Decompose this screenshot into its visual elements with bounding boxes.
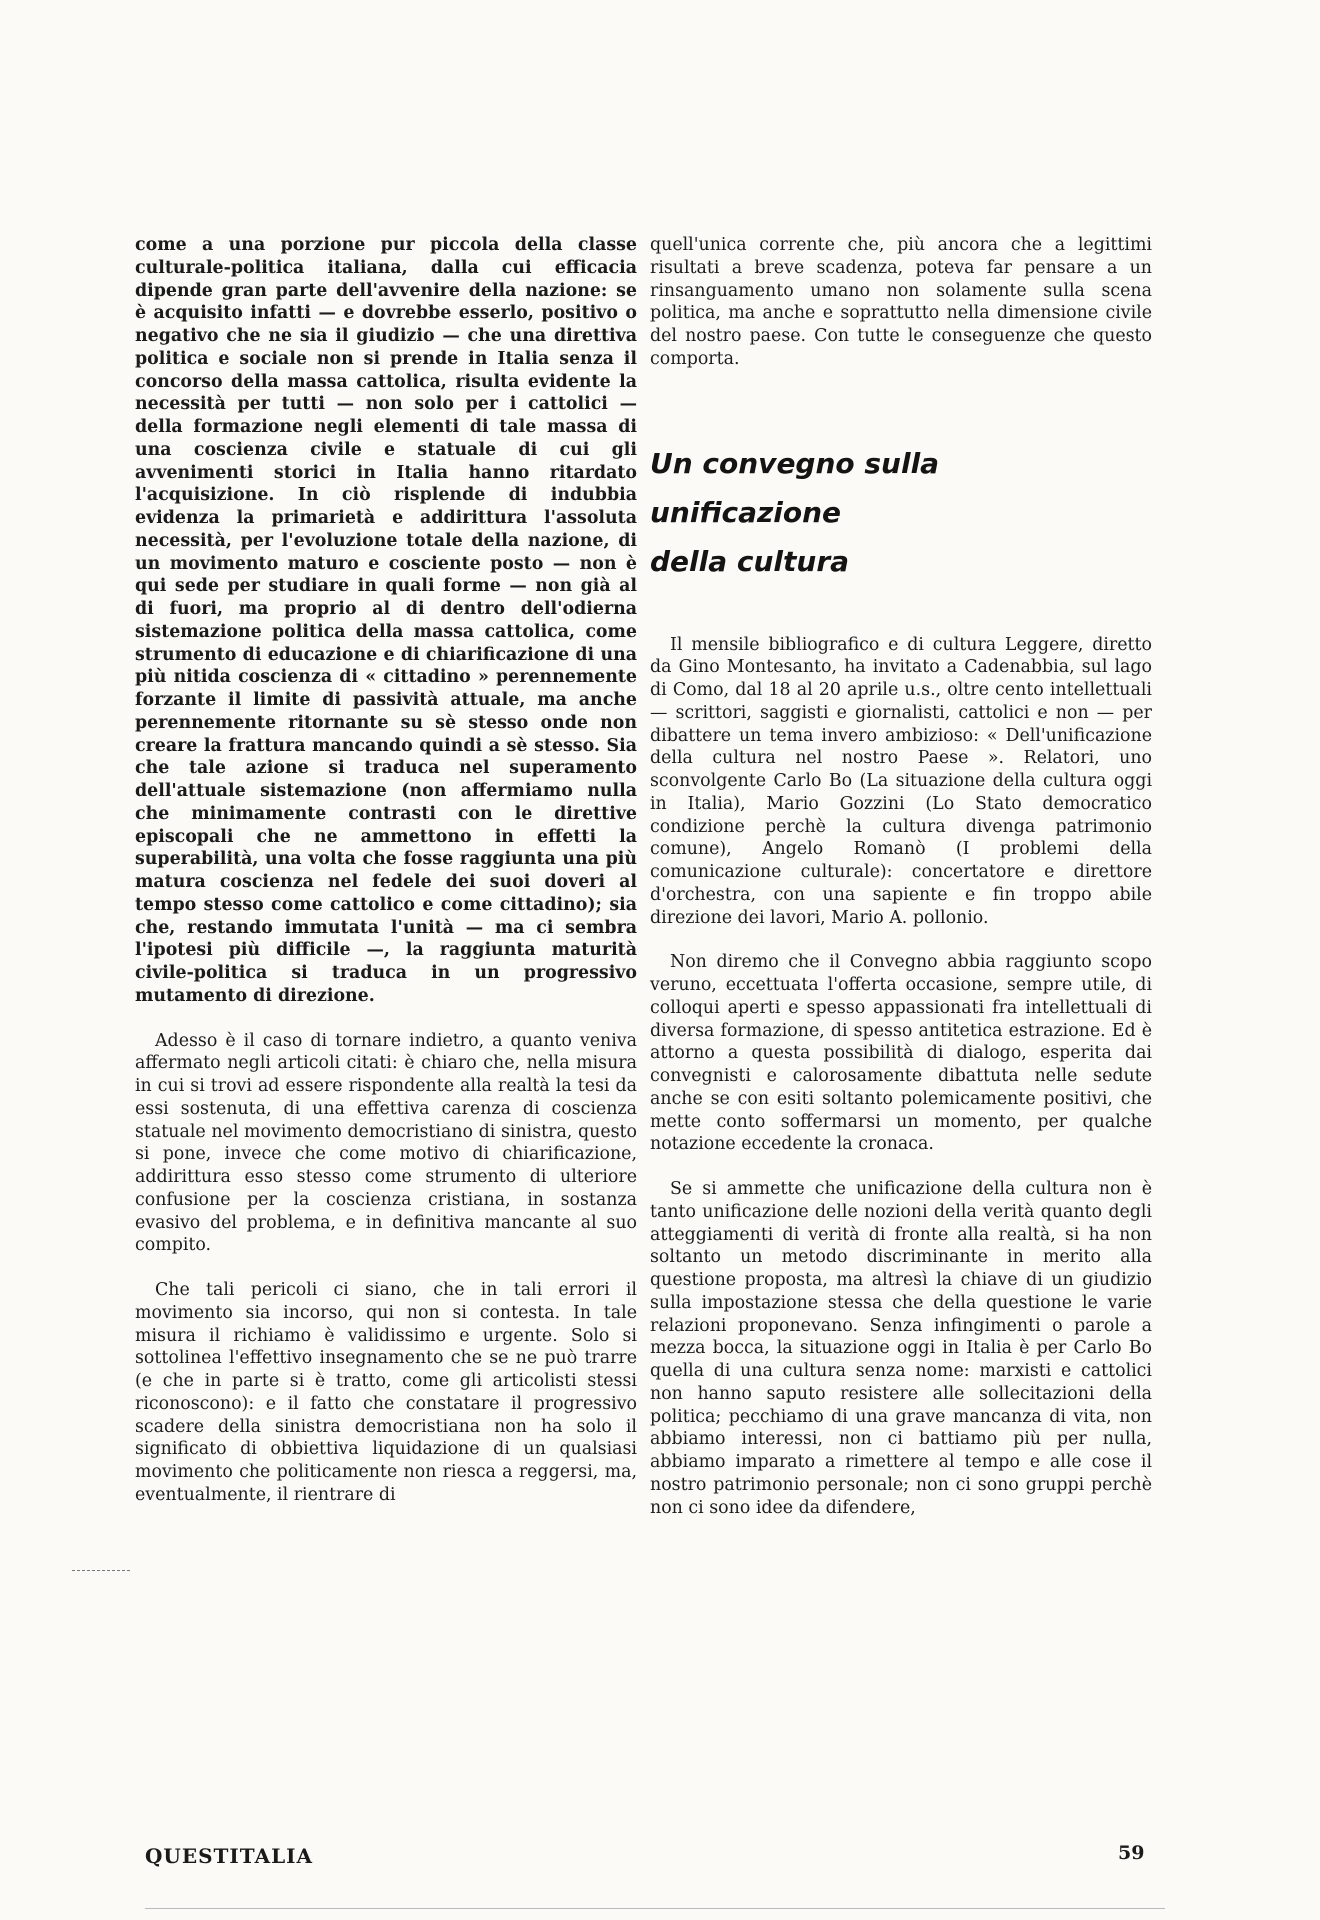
right-paragraph-continuation: quell'unica corrente che, più ancora che a legittimi risultati a breve scadenza, poteva far pensare a un rinsanguamento umano non solamente sulla scena politica, ma anche e soprattutto nella dimensione civile del nostro paese. Con tutte le conseguenze che questo comporta.	[650, 235, 1152, 369]
headline-line-3: della cultura	[650, 544, 850, 578]
left-paragraph-1: come a una porzione pur piccola della classe culturale-politica italiana, dalla cui efficacia dipende gran parte dell'avvenire della nazione: se è acquisito infatti — e dovrebbe esserlo, positivo o negativo che ne sia il giudizio — che una direttiva politica e sociale non si prende in Italia senza il concorso della massa cattolica, risulta evidente la necessità per tutti — non solo per i cattolici — della formazione negli elementi di tale massa di una coscienza civile e statuale di cui gli avvenimenti storici in Italia hanno ritardato l'acquisizione. In ciò risplende di indubbia evidenza la primarietà e addirittura l'assoluta necessità, per l'evoluzione totale della nazione, di un movimento maturo e cosciente posto — non è qui sede per studiare in quali forme — non già al di fuori, ma proprio al di dentro dell'odierna sistemazione politica della massa cattolica, come strumento di educazione e di chiarificazione di una più nitida coscienza di « cittadino » perennemente forzante il limite di passività attuale, ma anche perennemente ritornante su sè stesso onde non creare la frattura mancando quindi a sè stesso. Sia che tale azione si traduca nel superamento dell'attuale sistemazione (non affermiamo nulla che minimamente contrasti con le direttive episcopali che ne ammettono in effetti la superabilità, una volta che fosse raggiunta una più matura coscienza nel fedele dei suoi doveri al tempo stesso come cattolico e come cittadino); sia che, restando immutata l'unità — ma ci sembra l'ipotesi più difficile —, la raggiunta maturità civile-politica si traduca in un progressivo mutamento di direzione.	[135, 235, 637, 1006]
headline-line-1: Un convegno sulla	[650, 446, 940, 480]
article-headline	[650, 439, 1152, 586]
right-paragraph-1: Il mensile bibliografico e di cultura Leggere, diretto da Gino Montesanto, ha invitato a Cadenabbia, sul lago di Como, dal 18 al 20 aprile u.s., oltre cento intellettuali — scrittori, saggisti e giornalisti, cattolici e non — per dibattere un tema invero ambizioso: « Dell'unificazione della cultura nel nostro Paese ». Relatori, uno sconvolgente Carlo Bo (La situazione della cultura oggi in Italia), Mario Gozzini (Lo Stato democratico condizione perchè la cultura divenga patrimonio comune), Angelo Romanò (I problemi della comunicazione culturale): concertatore e direttore d'orchestra, con una sapiente e fin troppo abile direzione dei lavori, Mario A. pollonio.	[650, 634, 1152, 928]
right-paragraph-3: Se si ammette che unificazione della cultura non è tanto unificazione delle nozioni della verità quanto degli atteggiamenti di verità di fronte alla realtà, si ha non soltanto un metodo discriminante in merito alla questione proposta, ma altresì la chiave di un giudizio sulla impostazione stessa che della questione le varie relazioni proponevano. Senza infingimenti o parole a mezza bocca, la situazione oggi in Italia è per Carlo Bo quella di una cultura senza nome: marxisti e cattolici non hanno saputo resistere alle sollecitazioni della politica; pecchiamo di una grave mancanza di vita, non abbiamo interessi, non ci battiamo più per nulla, abbiamo imparato a rimettere al tempo e alle cose il nostro patrimonio personale; non ci sono gruppi perchè non ci sono idee da difendere,	[650, 1179, 1152, 1518]
bottom-rule	[145, 1908, 1165, 1909]
left-paragraph-2: Adesso è il caso di tornare indietro, a quanto veniva affermato negli articoli citati: è chiaro che, nella misura in cui si trovi ad essere rispondente alla realtà la tesi da essi sostenuta, di una effettiva carenza di coscienza statuale nel movimento democristiano di sinistra, questo si pone, invece che come motivo di chiarificazione, addirittura esso stesso come strumento di ulteriore confusione per la coscienza cristiana, in sostanza evasivo del problema, e in definitiva mancante al suo compito.	[135, 1030, 637, 1256]
publication-name: QUESTITALIA	[145, 1844, 314, 1868]
page-number: 59	[1118, 1842, 1145, 1864]
margin-mark	[72, 1570, 130, 1571]
right-paragraph-2: Non diremo che il Convegno abbia raggiunto scopo veruno, eccettuata l'offerta occasione, sempre utile, di colloqui aperti e spesso appassionati fra intellettuali di diversa formazione, di spesso antitetica estrazione. Ed è attorno a questa possibilità di dialogo, esperita dai convegnisti e calorosamente dibattuta nelle sedute anche se con esiti soltanto polemicamente positivi, che mette conto soffermarsi un momento, per qualche notazione eccedente la cronaca.	[650, 952, 1152, 1155]
left-paragraph-3: Che tali pericoli ci siano, che in tali errori il movimento sia incorso, qui non si contesta. In tale misura il richiamo è validissimo e urgente. Solo si sottolinea l'effettivo insegnamento che se ne può trarre (e che in parte si è tratto, come gli articolisti stessi riconoscono): e il fatto che constatare il progressivo scadere della sinistra democristiana non ha solo il significato di obbiettiva liquidazione di un qualsiasi movimento che politicamente non riesca a reggersi, ma, eventualmente, il rientrare di	[135, 1280, 637, 1505]
headline-line-2: unificazione	[650, 495, 842, 529]
right-column	[650, 234, 1152, 1541]
left-column	[135, 234, 637, 1529]
